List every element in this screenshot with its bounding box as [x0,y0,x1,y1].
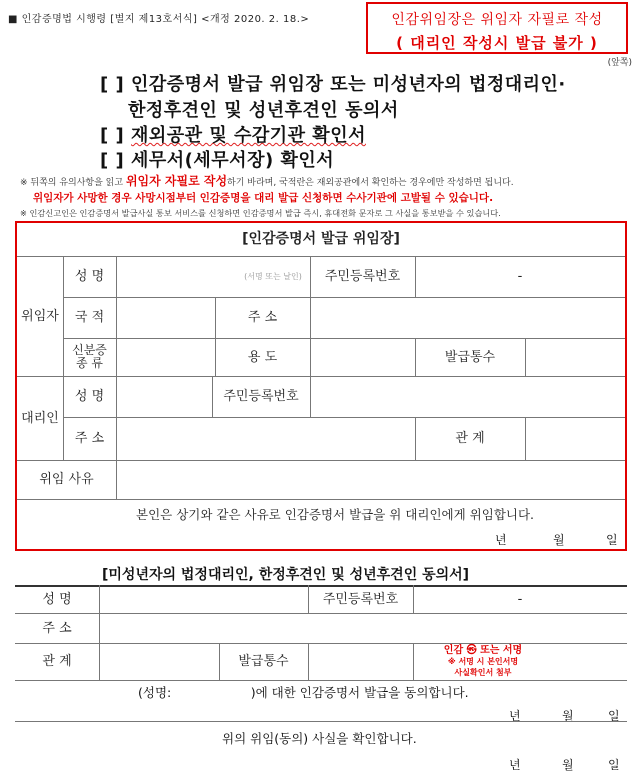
consent-name-field[interactable] [99,585,308,613]
red-notice-box [366,2,628,54]
nationality-label: 국 적 [74,310,105,325]
stamp-line-2: ※ 서명 시 본인서명 [447,657,519,666]
note-2: 위임자가 사망한 경우 사망시점부터 인감증명을 대리 발급 신청하면 수사기관에 고발될 수 있습니다. [33,192,494,204]
consent-relation-label: 관 계 [42,654,72,669]
confirm-statement: 위의 위임(동의) 사실을 확인합니다. [222,731,417,746]
purpose-field[interactable] [310,338,415,376]
delegation-statement: 본인은 상기와 같은 사유로 인감증명서 발급을 위 대리인에게 위임합니다. [136,507,535,522]
agent-label: 대리인 [21,410,59,426]
checkbox-3[interactable]: [ ] [100,150,125,171]
consent-address-label: 주 소 [42,620,72,636]
date-day: 일 [606,533,618,547]
consent-address-field[interactable] [99,613,627,643]
confirm-date-day: 일 [608,758,620,772]
purpose-label: 용 도 [247,349,278,365]
sign-hint: (서명 또는 날인) [244,272,302,281]
consent-date-month: 월 [562,709,574,723]
agent-name-field[interactable] [116,376,212,417]
agent-address-field[interactable] [116,417,415,460]
agent-name-label: 성 명 [74,389,105,404]
title-line-3: [ ] 재외공관 및 수감기관 확인서 [100,125,366,146]
note-1: ※ 뒤쪽의 유의사항을 읽고 위임자 자필로 작성하기 바라며, 국적란은 재외공관에서 확인하는 경우에만 작성하면 됩니다. [20,174,514,188]
delegator-label: 위임자 [21,308,59,324]
copies-label: 발급통수 [444,349,496,365]
consent-rrn-field[interactable]: - [517,591,523,607]
checkbox-2[interactable]: [ ] [100,125,125,146]
consent-rrn-label: 주민등록번호 [322,591,399,607]
date-month: 월 [553,533,565,547]
consent-date-day: 일 [608,709,620,723]
copies-field[interactable] [525,338,625,376]
delegation-title: [인감증명서 발급 위임장] [242,231,400,247]
agent-rrn-field[interactable] [310,376,625,417]
id-type-label: 신분증 종 류 [72,343,107,370]
consent-seal-field[interactable] [413,643,553,680]
title-line-4: [ ] 세무서(세무서장) 확인서 [100,150,335,171]
relation-label: 관 계 [455,431,485,446]
consent-copies-label: 발급통수 [238,654,289,669]
reason-field[interactable] [116,460,625,499]
date-year: 년 [495,533,507,547]
page-mark: (앞쪽) [607,58,632,68]
id-type-field[interactable] [116,338,215,376]
reason-label: 위임 사유 [39,472,94,487]
name-label: 성 명 [74,269,105,284]
consent-table [15,585,627,683]
stamp-line-1: 인감 ㉿ 또는 서명 [443,645,523,656]
confirm-date-year: 년 [509,758,521,772]
rrn-label: 주민등록번호 [324,269,401,284]
address-label: 주 소 [247,310,278,325]
title-line-2: 한정후견인 및 성년후견인 동의서 [128,100,399,121]
delegator-address-field[interactable] [310,297,625,338]
notice-line-1: 인감위임장은 위임자 자필로 작성 [391,12,603,28]
relation-field[interactable] [525,417,625,460]
notice-line-2: ( 대리인 작성시 발급 불가 ) [396,34,598,52]
delegation-section [15,221,627,551]
note-3: ※ 인감신고인은 인감증명서 발급사실 통보 서비스를 신청하면 인감증명서 발급 즉시, 휴대전화 문자로 그 사실을 통보받을 수 있습니다. [20,208,501,218]
agent-address-label: 주 소 [74,431,105,446]
confirm-date-month: 월 [562,758,574,772]
consent-relation-field[interactable] [99,643,219,680]
consent-name-label: 성 명 [42,591,72,607]
title-line-1: [ ] 인감증명서 발급 위임장 또는 미성년자의 법정대리인· [100,74,566,95]
delegator-name-field[interactable] [116,256,310,297]
nationality-field[interactable] [116,297,215,338]
consent-date-year: 년 [509,709,521,723]
consent-title: [미성년자의 법정대리인, 한정후견인 및 성년후견인 동의서] [102,567,470,583]
form-header: ■ 인감증명법 시행령 [별지 제13호서식] <개정 2020. 2. 18.> [8,14,310,25]
delegator-rrn-field[interactable]: - [517,269,523,284]
stamp-line-3: 사실확인서 첨부 [454,668,512,677]
consent-copies-field[interactable] [308,643,413,680]
agent-rrn-label: 주민등록번호 [223,389,299,404]
checkbox-1[interactable]: [ ] [100,74,125,95]
consent-statement: (성명: )에 대한 인감증명서 발급을 동의합니다. [138,685,469,700]
